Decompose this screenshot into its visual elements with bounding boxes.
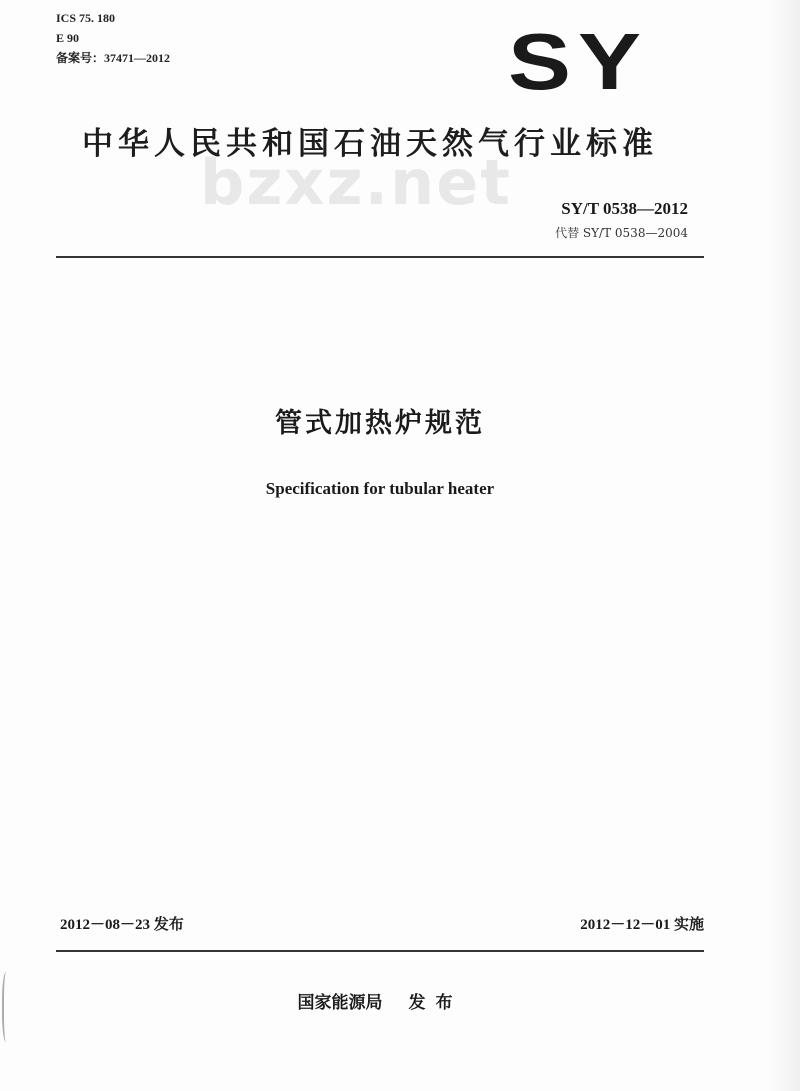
- publisher-line: [0, 990, 760, 1016]
- page-edge-shadow: [766, 0, 800, 1091]
- industry-standard-title: 中华人民共和国石油天然气行业标准: [82, 126, 658, 162]
- header-divider: [56, 256, 704, 258]
- publisher-verb: 发布: [408, 993, 463, 1013]
- implementation-date: 2012－12－01 实施: [580, 917, 704, 933]
- ics-code: ICS 75. 180: [56, 11, 116, 25]
- standard-number: SY/T 0538—2012: [561, 199, 688, 218]
- sy-logo: SY: [508, 17, 649, 106]
- classification-block: [56, 8, 170, 68]
- watermark: bzxz.net: [200, 146, 512, 219]
- publisher-name: 国家能源局: [297, 993, 383, 1013]
- footer-divider: [56, 950, 704, 952]
- issue-date: 2012－08－23 发布: [60, 917, 184, 933]
- document-title-cn: 管式加热炉规范: [275, 408, 485, 439]
- ccs-code: E 90: [56, 31, 80, 45]
- record-number: 备案号：37471—2012: [56, 51, 171, 65]
- replaces-standard: 代替 SY/T 0538—2004: [555, 226, 688, 240]
- document-title-en: Specification for tubular heater: [265, 479, 495, 498]
